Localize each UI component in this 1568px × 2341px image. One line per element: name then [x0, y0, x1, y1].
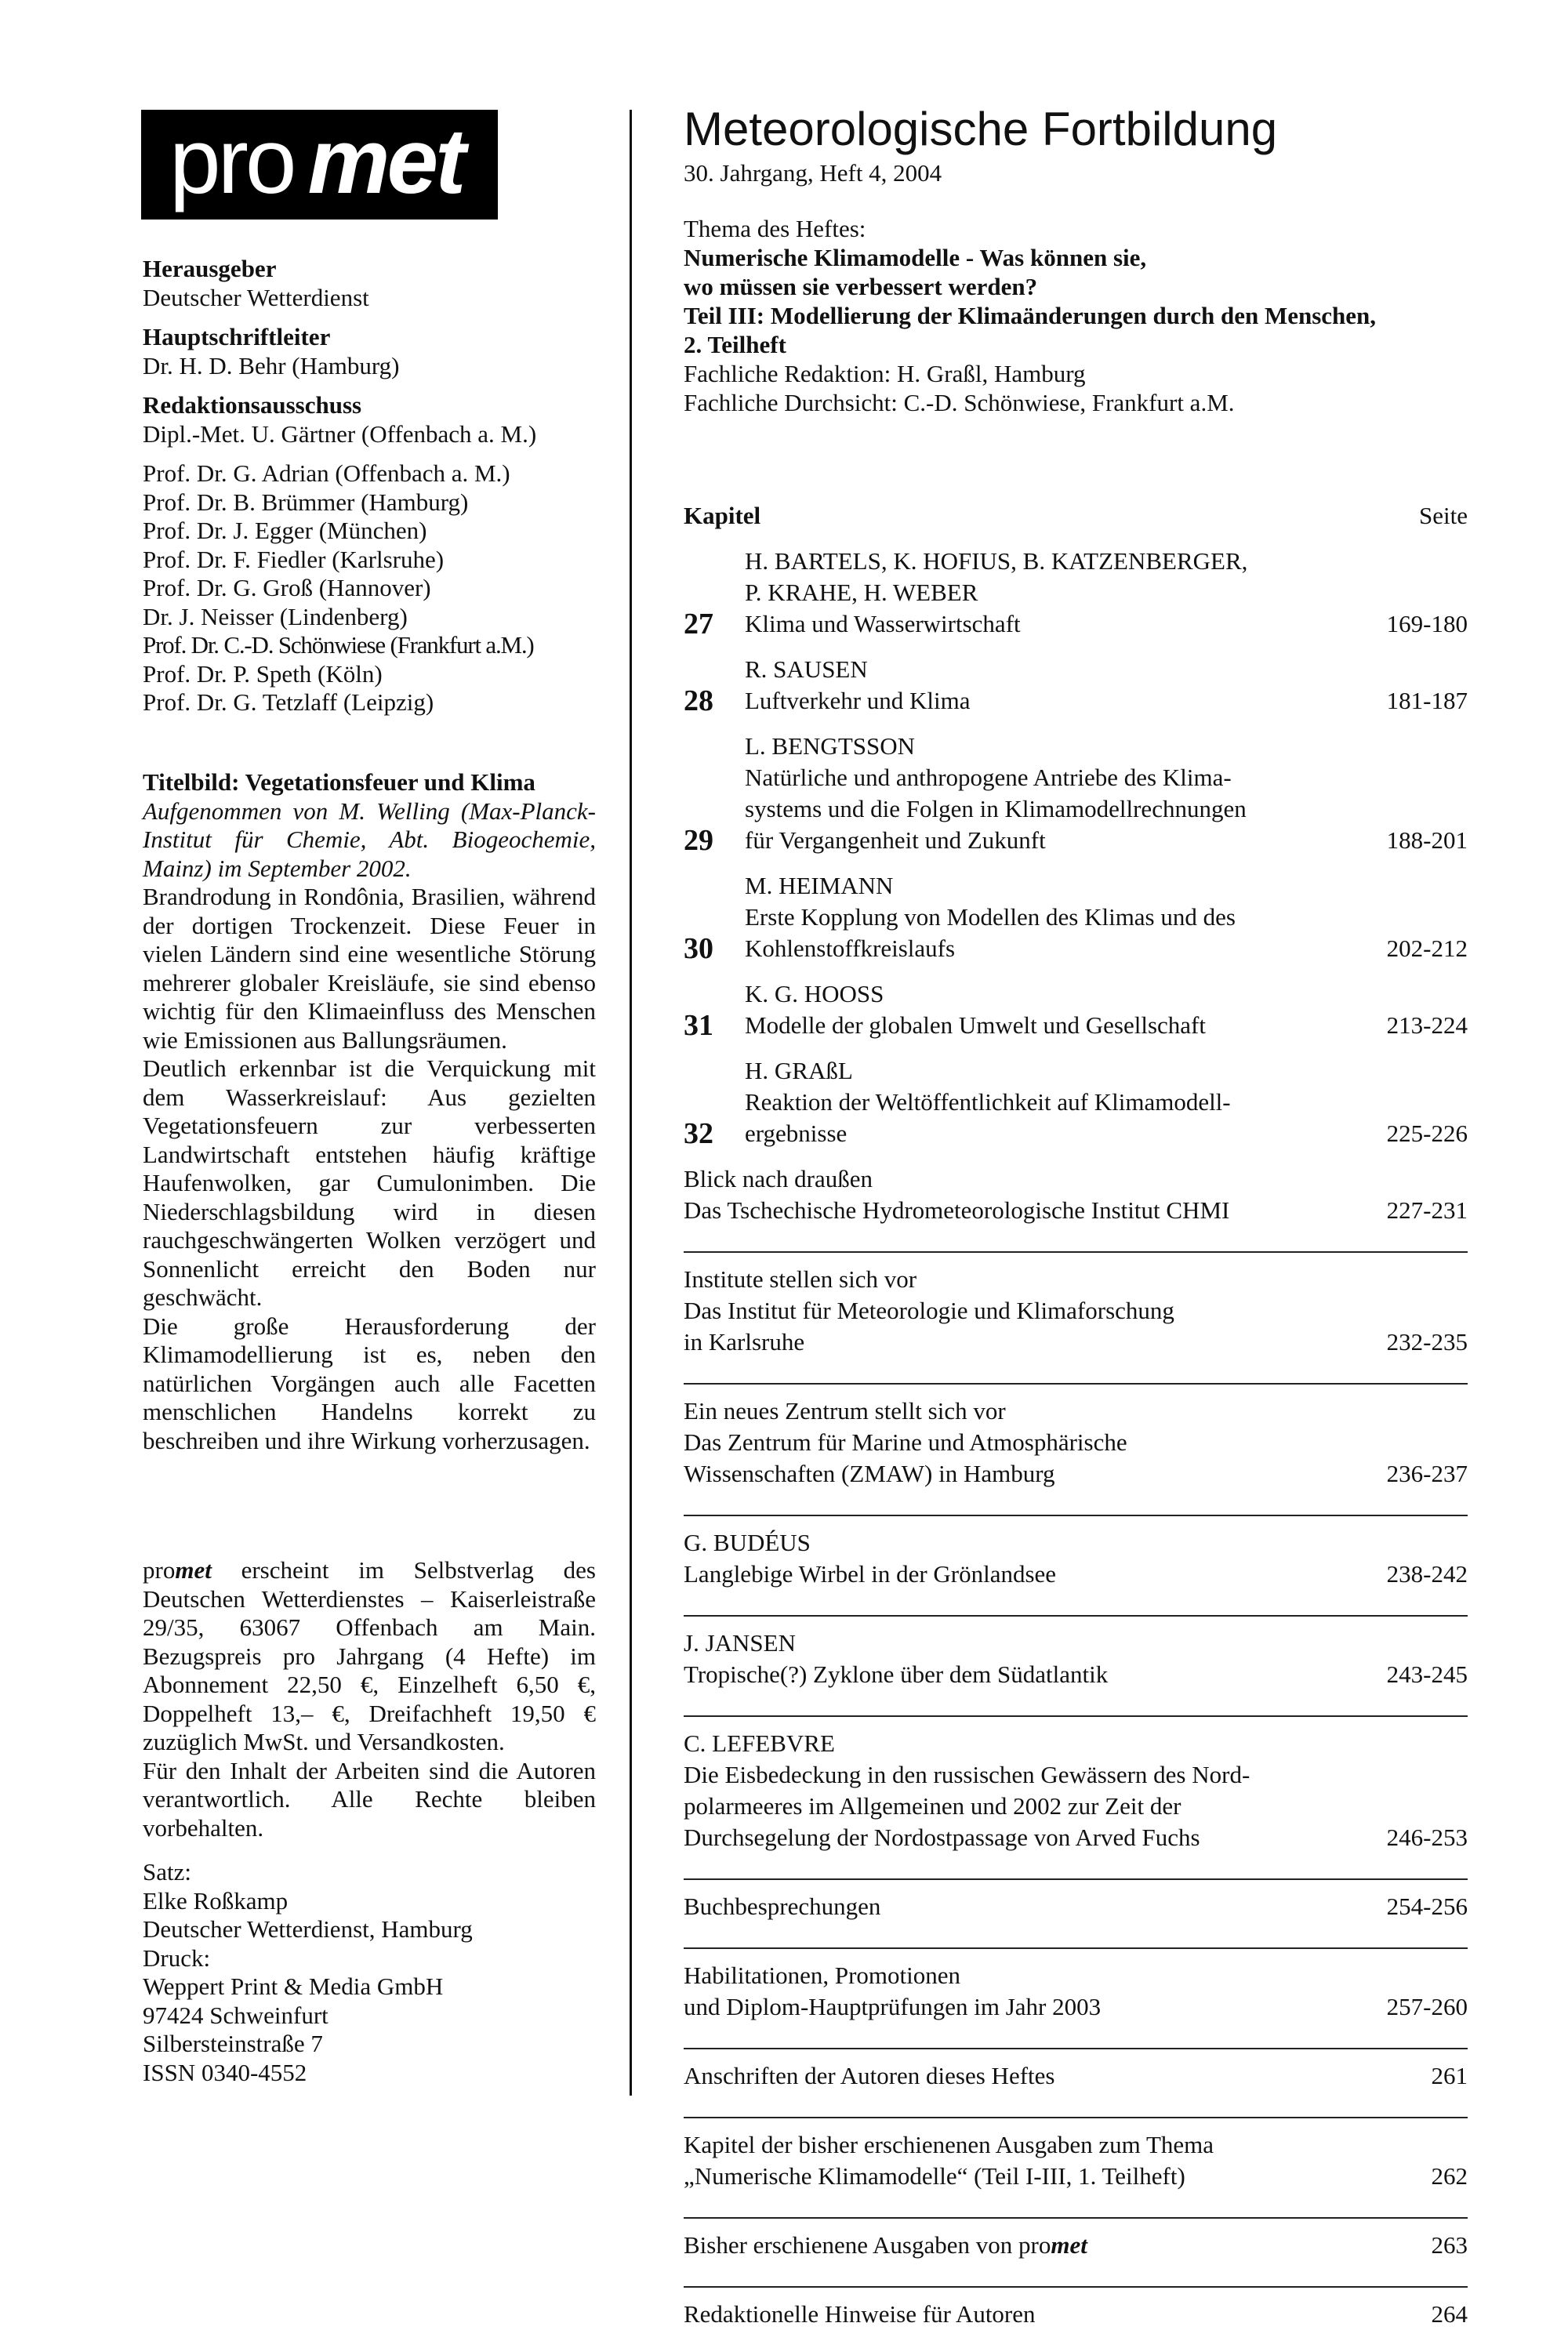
chapter-title: ergebnisse	[745, 1120, 848, 1147]
misc-pages: 254-256	[1386, 1893, 1468, 1920]
committee-member: Prof. Dr. J. Egger (München)	[143, 517, 427, 544]
previous-issues-met: met	[1051, 2231, 1087, 2259]
toc-misc-entry	[684, 1163, 1468, 1237]
toc-misc-entry	[684, 1515, 1468, 1601]
editor: Fachliche Redaktion: H. Graßl, Hamburg	[684, 360, 1086, 387]
theme-line: wo müssen sie verbessert werden?	[684, 273, 1038, 300]
chapter-title: Klima und Wasserwirtschaft	[745, 610, 1021, 637]
cover-text-3: Die große Herausforderung der Klimamodellierung ist es, neben den natürlichen Vorgängen auch alle Facetten menschlichen Handelns korrekt zu beschreiben und ihre Wirkung vorherzusagen.	[143, 1312, 596, 1454]
chapter-title: für Vergangenheit und Zukunft	[745, 826, 1046, 854]
publisher: Deutscher Wetterdienst	[143, 283, 369, 311]
misc-line: in Karlsruhe	[684, 1328, 805, 1356]
committee-member: Prof. Dr. G. Adrian (Offenbach a. M.)	[143, 459, 510, 487]
chapter-pages: 181-187	[1386, 687, 1468, 714]
theme-line: Teil III: Modellierung der Klimaänderungen durch den Menschen,	[684, 302, 1377, 329]
misc-line: Das Zentrum für Marine und Atmosphärische	[684, 1428, 1127, 1456]
chapter-pages: 188-201	[1386, 826, 1468, 854]
chapter-number: 27	[684, 608, 713, 641]
druck-company: Weppert Print & Media GmbH	[143, 1973, 444, 2000]
misc-line: Tropische(?) Zyklone über dem Südatlantik	[684, 1660, 1109, 1688]
chapter-title: Luftverkehr und Klima	[745, 687, 971, 714]
misc-line: Buchbesprechungen	[684, 1893, 881, 1920]
misc-line: Durchsegelung der Nordostpassage von Arved Fuchs	[684, 1824, 1200, 1851]
publisher-label: Herausgeber	[143, 255, 277, 282]
chapter-authors: K. G. HOOSS	[745, 980, 884, 1007]
theme-block	[684, 214, 1468, 417]
toc-misc-entry	[684, 2048, 1468, 2103]
misc-line: Blick nach draußen	[684, 1165, 873, 1192]
misc-line: Die Eisbedeckung in den russischen Gewässern des Nord-	[684, 1761, 1250, 1788]
misc-line: polarmeeres im Allgemeinen und 2002 zur Zeit der	[684, 1792, 1181, 1820]
issue-header	[684, 102, 1468, 417]
cover-title: Titelbild: Vegetationsfeuer und Klima	[143, 768, 535, 796]
author-notes-pages: 264	[1431, 2300, 1468, 2328]
druck-label: Druck:	[143, 1944, 211, 1972]
misc-pages: 243-245	[1386, 1660, 1468, 1688]
chapter-pages: 225-226	[1386, 1120, 1468, 1147]
previous-issues-line	[684, 2230, 1350, 2261]
chapter-authors: L. BENGTSSON	[745, 732, 916, 760]
chapter-title: Natürliche und anthropogene Antriebe des Klima-	[745, 764, 1232, 791]
chapter-title: systems und die Folgen in Klimamodellrechnungen	[745, 795, 1247, 822]
misc-pages: 262	[1431, 2162, 1468, 2190]
committee-member: Prof. Dr. F. Fiedler (Karlsruhe)	[143, 545, 445, 573]
toc-misc-entry	[684, 1251, 1468, 1369]
chapter-title: Kohlenstoffkreislaufs	[745, 935, 956, 962]
imprint-text-2: Für den Inhalt der Arbeiten sind die Autoren verantwortlich. Alle Rechte bleiben vorbehalten.	[143, 1756, 596, 1842]
chief: Dr. H. D. Behr (Hamburg)	[143, 351, 400, 379]
toc-chapter-entry	[684, 1055, 1468, 1149]
misc-line: und Diplom-Hauptprüfungen im Jahr 2003	[684, 1993, 1102, 2020]
misc-line: G. BUDÉUS	[684, 1529, 811, 1556]
previous-issues-text: Bisher erschienene Ausgaben von	[684, 2231, 1018, 2259]
misc-pages: 246-253	[1386, 1824, 1468, 1851]
issn: ISSN 0340-4552	[143, 2058, 307, 2086]
misc-pages: 261	[1431, 2062, 1468, 2089]
chapter-pages: 169-180	[1386, 610, 1468, 637]
chapter-number: 29	[684, 824, 713, 857]
misc-pages: 238-242	[1386, 1560, 1468, 1588]
theme-label: Thema des Heftes:	[684, 215, 866, 242]
committee-member: Prof. Dr. P. Speth (Köln)	[143, 659, 383, 688]
misc-pages: 232-235	[1386, 1328, 1468, 1356]
misc-line: Wissenschaften (ZMAW) in Hamburg	[684, 1460, 1055, 1487]
imprint-met: met	[175, 1556, 212, 1584]
chapter-title: Reaktion der Weltöffentlichkeit auf Klimamodell-	[745, 1088, 1231, 1116]
page-label: Seite	[1419, 502, 1468, 529]
toc-chapter-entry	[684, 870, 1468, 964]
committee-label: Redaktionsausschuss	[143, 391, 362, 419]
druck-city: 97424 Schweinfurt	[143, 2001, 328, 2029]
misc-line: Habilitationen, Promotionen	[684, 1962, 961, 1989]
misc-line: Das Tschechische Hydrometeorologische Institut CHMI	[684, 1196, 1230, 1224]
column-divider	[630, 110, 632, 2096]
toc-misc-entry	[684, 1947, 1468, 2034]
toc-misc-entry	[684, 1383, 1468, 1501]
misc-line: J. JANSEN	[684, 1629, 796, 1657]
reviewer: Fachliche Durchsicht: C.-D. Schönwiese, Frankfurt a.M.	[684, 389, 1235, 416]
committee-member: Prof. Dr. G. Tetzlaff (Leipzig)	[143, 688, 434, 716]
cover-credit: Aufgenommen von M. Welling (Max-Planck-Institut für Chemie, Abt. Biogeochemie, Mainz) im September 2002.	[143, 797, 596, 882]
committee-member: Dr. J. Neisser (Lindenberg)	[143, 602, 408, 630]
promet-logo	[141, 110, 498, 220]
chapter-number: 32	[684, 1117, 713, 1150]
cover-text-1: Brandrodung in Rondônia, Brasilien, während der dortigen Trockenzeit. Diese Feuer in vielen Ländern sind eine wesentliche Störung mehrerer globaler Kreisläufe, sie sind ebenso wichtig für den Klimaeinfluss des Menschen wie Emissionen aus Ballungsräumen.	[143, 883, 596, 1054]
committee-member: Prof. Dr. B. Brümmer (Hamburg)	[143, 488, 469, 516]
issue-info: 30. Jahrgang, Heft 4, 2004	[684, 159, 942, 187]
chief-label: Hauptschriftleiter	[143, 323, 331, 350]
toc-misc-entry	[684, 2117, 1468, 2203]
chapter-authors: P. KRAHE, H. WEBER	[745, 579, 978, 606]
imprint-body: erscheint im Selbstverlag des Deutschen Wetterdienstes – Kaiserleistraße 29/35, 63067 Offenbach am Main. Bezugspreis pro Jahrgang (4 Hefte) im Abonnement 22,50 €, Einzelheft 6,50 €, Doppelheft 13,– €, Dreifachheft 19,50 € zuzüglich MwSt. und Versandkosten.	[143, 1556, 596, 1755]
toc-author-notes	[684, 2286, 1468, 2341]
chapter-number: 31	[684, 1009, 713, 1042]
logo-met: met	[307, 110, 463, 213]
toc-previous-issues	[684, 2217, 1468, 2272]
committee-lead: Dipl.-Met. U. Gärtner (Offenbach a. M.)	[143, 419, 537, 448]
chapter-label: Kapitel	[684, 502, 761, 529]
toc-chapter-entry	[684, 731, 1468, 856]
misc-line: Langlebige Wirbel in der Grönlandsee	[684, 1560, 1057, 1588]
misc-line: Das Institut für Meteorologie und Klimaforschung	[684, 1297, 1174, 1324]
toc-chapter-entry	[684, 978, 1468, 1041]
chapter-authors: M. HEIMANN	[745, 872, 894, 899]
table-of-contents	[684, 546, 1468, 2341]
chapter-pages: 202-212	[1386, 935, 1468, 962]
toc-misc-entry	[684, 1715, 1468, 1864]
chapter-authors: R. SAUSEN	[745, 655, 868, 683]
logo-pro: pro	[169, 110, 294, 213]
chapter-pages: 213-224	[1386, 1011, 1468, 1039]
misc-line: Institute stellen sich vor	[684, 1265, 917, 1293]
committee-member: Prof. Dr. C.-D. Schönwiese (Frankfurt a.M.)	[143, 631, 534, 659]
satz-org: Deutscher Wetterdienst, Hamburg	[143, 1915, 473, 1943]
author-notes-text: Redaktionelle Hinweise für Autoren	[684, 2300, 1036, 2328]
imprint-text-1	[143, 1556, 596, 1757]
toc-misc-entry	[684, 1878, 1468, 1933]
misc-line: Ein neues Zentrum stellt sich vor	[684, 1397, 1006, 1425]
chapter-authors: H. GRAßL	[745, 1057, 853, 1084]
toc-chapter-entry	[684, 546, 1468, 640]
cover-text-2: Deutlich erkennbar ist die Verquickung mit dem Wasserkreislauf: Aus gezielten Vegetationsfeuern zur verbesserten Landwirtschaft entstehen häufig kräftige Haufenwolken, gar Cumulonimben. Die Niederschlagsbildung wird in diesen rauchgeschwängerten Wolken verzögert und Sonnenlicht erreicht den Boden nur geschwächt.	[143, 1054, 596, 1311]
misc-line: „Numerische Klimamodelle“ (Teil I-III, 1. Teilheft)	[684, 2162, 1185, 2190]
chapter-title: Modelle der globalen Umwelt und Gesellschaft	[745, 1011, 1206, 1039]
imprint-pro: pro	[143, 1556, 176, 1584]
theme-line: 2. Teilheft	[684, 331, 786, 358]
misc-line: Anschriften der Autoren dieses Heftes	[684, 2062, 1055, 2089]
chapter-number: 28	[684, 684, 713, 717]
druck-street: Silbersteinstraße 7	[143, 2030, 323, 2057]
theme-line: Numerische Klimamodelle - Was können sie,	[684, 244, 1147, 271]
toc-misc-entry	[684, 1615, 1468, 1701]
committee-member: Prof. Dr. G. Groß (Hannover)	[143, 574, 431, 601]
misc-pages: 227-231	[1386, 1196, 1468, 1224]
satz-name: Elke Roßkamp	[143, 1886, 289, 1915]
previous-issues-pro: pro	[1018, 2231, 1051, 2259]
masthead	[143, 255, 596, 717]
misc-line: Kapitel der bisher erschienenen Ausgaben zum Thema	[684, 2131, 1214, 2158]
chapter-number: 30	[684, 932, 713, 965]
cover-description	[143, 768, 596, 1455]
satz-label: Satz:	[143, 1858, 191, 1886]
misc-line: C. LEFEBVRE	[684, 1729, 835, 1757]
chapter-title: Erste Kopplung von Modellen des Klimas und des	[745, 903, 1236, 931]
page-title: Meteorologische Fortbildung	[684, 103, 1278, 155]
imprint	[143, 1556, 596, 2087]
previous-issues-pages: 263	[1431, 2231, 1468, 2259]
misc-pages: 257-260	[1386, 1993, 1468, 2020]
committee-list	[143, 459, 596, 717]
misc-pages: 236-237	[1386, 1460, 1468, 1487]
toc-chapter-entry	[684, 654, 1468, 717]
chapter-authors: H. BARTELS, K. HOFIUS, B. KATZENBERGER,	[745, 547, 1248, 575]
